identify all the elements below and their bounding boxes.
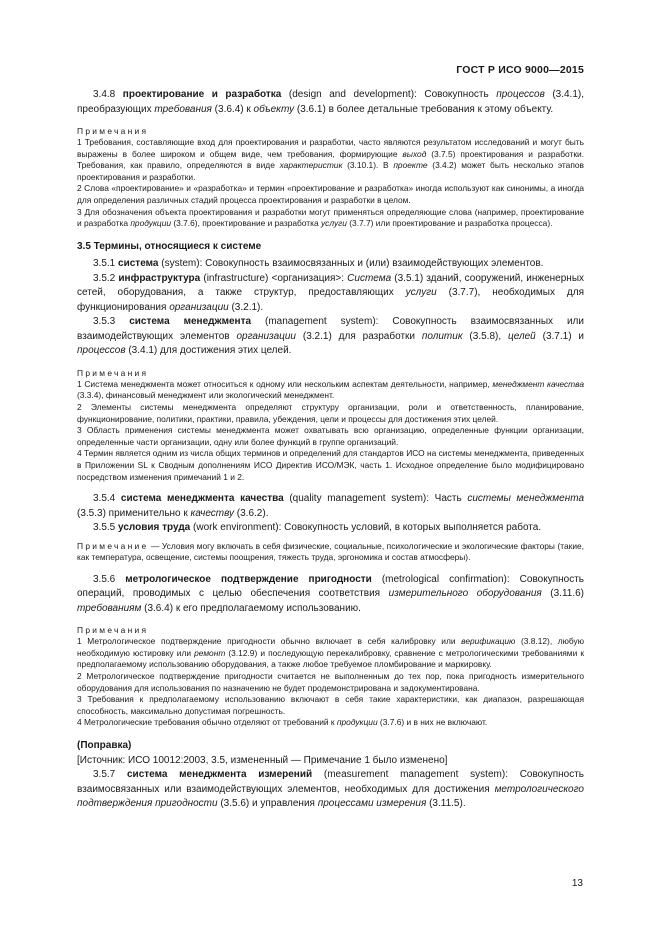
note: 4 Метрологические требования обычно отделяют от требований к продукции (3.7.6) и в них не включают. [77,717,488,728]
note: 2 Метрологическое подтверждение пригодности считается не выполненным до тех пор, пока пригодность измерительного оборудования для использования по назначению не будет продемонстрирована и задокументирована. [77,671,584,693]
page-content [77,88,584,812]
term-3-5-1: 3.5.1 система (system): Совокупность взаимосвязанных и (или) взаимодействующих элементов. [93,258,544,270]
term-3-5-4: 3.5.4 система менеджмента качества (quality management system): Часть системы менеджмента (3.5.3) применительно к качеству (3.6.2). [77,493,585,519]
note: 4 Термин является одним из числа общих терминов и определений для стандартов ИСО на системы менеджмента, приведенных в Приложении SL к Сводным дополнениям ИСО Директив ИСО/МЭК, часть 1. Исходное определение было модифицировано посредством изменения примечаний 1 и 2. [77,448,584,482]
correction-label: (Поправка) [77,740,132,752]
note: 1 Метрологическое подтверждение пригодности обычно включает в себя калибровку или верификацию (3.8.12), любую необходимую юстировку или ремонт (3.12.9) и последующую перекалибровку, сравнение с метрологическими требованиями к предполагаемому использованию оборудования, а также любое требуемое пломбирование и маркировку. [77,636,585,670]
page-number: 13 [571,878,583,889]
note: 1 Система менеджмента может относиться к одному или нескольким аспектам деятельности, например, менеджмент качества (3.3.4), финансовый менеджмент или экологический менеджмент. [77,378,585,401]
notes-heading: Примечания [77,367,149,378]
term-3-5-6: 3.5.6 метрологическое подтверждение пригодности (metrological confirmation): Совокупность операций, проводимых с целью обеспечения соответствия измерительного оборудования (3.11.6) требованиям (3.6.4) к его предполагаемому использованию. [77,573,585,614]
notes-heading: Примечания [77,625,149,636]
notes-heading: Примечания [77,126,149,136]
note: 3 Требования к предполагаемому использованию включают в себя такие характеристики, как диапазон, разрешающая способность, максимально допустимая погрешность. [77,694,584,716]
term-3-5-2: 3.5.2 инфраструктура (infrastructure) <организация>: Система (3.5.1) зданий, сооружений, инженерных сетей, оборудования, а также структур, предоставляющих услуги (3.7.7), необходимых для функционирования организации (3.2.1). [77,272,585,313]
section-heading: 3.5 Термины, относящиеся к системе [77,240,262,252]
note: 3 Область применения системы менеджмента может охватывать всю организацию, определенные функции организации, определенные части организации, одну или более функций в группе организаций. [77,425,584,447]
term-3-5-7: 3.5.7 система менеджмента измерений (measurement management system): Совокупность взаимосвязанных или взаимодействующих элементов, необходимых для достижения метрологического подтверждения пригодности (3.5.6) и управления процессами измерения (3.11.5). [77,769,585,810]
correction-source: [Источник: ИСО 10012:2003, 3.5, измененный — Примечание 1 было изменено] [77,754,448,766]
term-name: проектирование и разработка [122,89,282,100]
note: 2 Элементы системы менеджмента определяют структуру организации, роли и ответственность, планирование, функционирование, политики, практики, правила, убеждения, цели и процессы для достижения этих целей. [77,401,584,424]
note: Примечание — Условия могу включать в себя физические, социальные, психологические и экологические факторы (такие, как температура, освещение, системы поощрения, тяжесть труда, эргономика и состав атмосферы). [77,540,584,563]
term-3-5-5: 3.5.5 условия труда (work environment): Совокупность условий, в которых выполняется работа. [93,522,542,534]
standard-header: ГОСТ Р ИСО 9000—2015 [456,64,584,76]
note: 3 Для обозначения объекта проектирования и разработки могут применяться определяющие слова (например, проектирование и разработка продукции (3.7.6), проектирование и разработка услуги (3.7.7) или проектирование и разработка процесса). [77,206,584,229]
note: 1 Требования, составляющие вход для проектирования и разработки, часто являются результатом исследований и могут быть выражены в более широком и общем виде, чем требования, формирующие выход (3.7.5) проектирования и разработки. Требования, как правило, определяются в виде характеристик (3.10.1). В проекте (3.4.2) может быть несколько этапов проектирования и разработки. [77,137,584,182]
term-3-5-3: 3.5.3 система менеджмента (management system): Совокупность взаимосвязанных или взаимодействующих элементов организации (3.2.1) для разработки политик (3.5.8), целей (3.7.1) и процессов (3.4.1) для достижения этих целей. [77,316,584,357]
note: 2 Слова «проектирование» и «разработка» и термин «проектирование и разработка» иногда используют как синонимы, а иногда для определения различных стадий процесса проектирования и разработки в целом. [77,183,584,205]
term-3-4-8: 3.4.8 проектирование и разработка (design and development): Совокупность процессов (3.4.1), преобразующих требования (3.6.4) к объекту (3.6.1) в более детальные требования к этому объекту. [77,89,585,115]
